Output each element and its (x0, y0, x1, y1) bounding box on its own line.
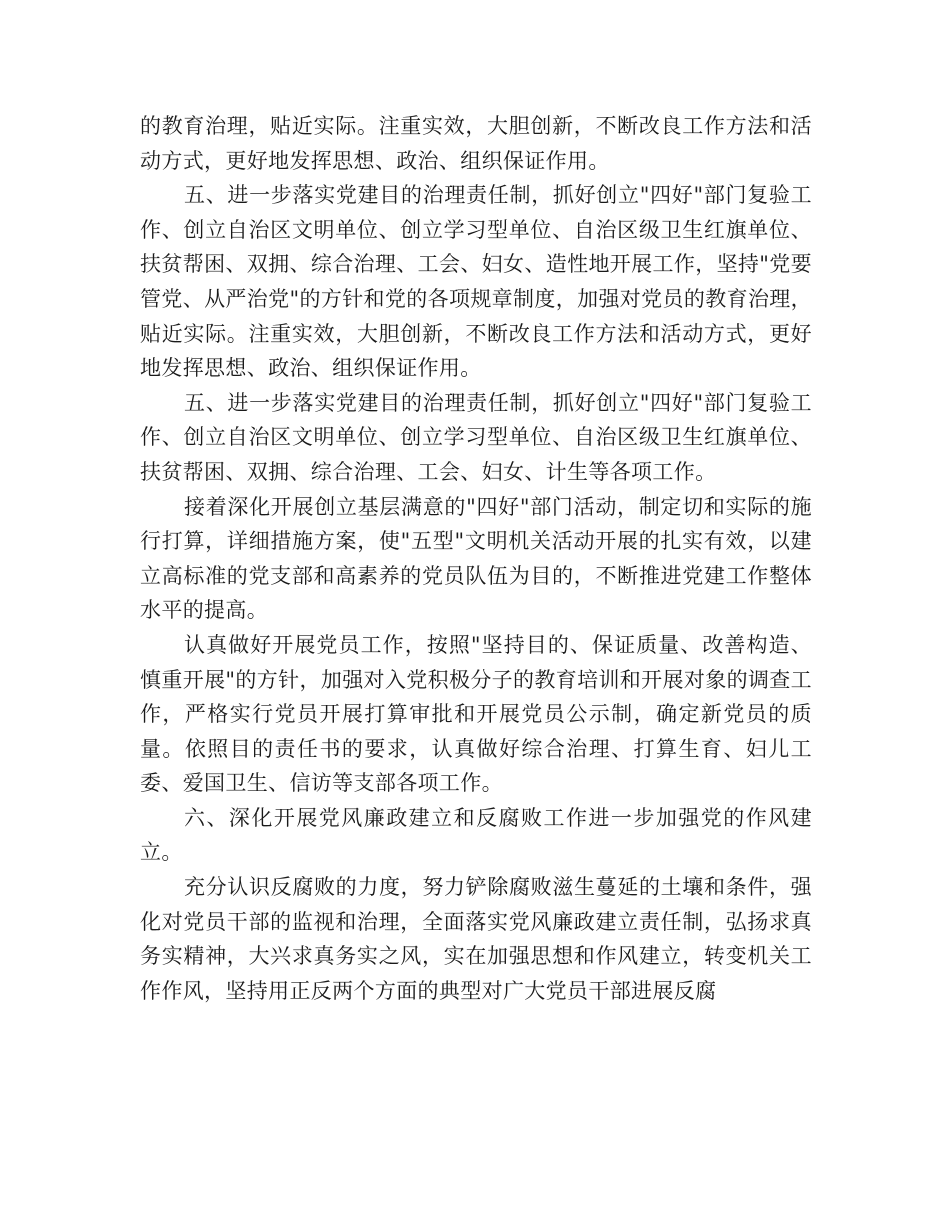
paragraph-7: 充分认识反腐败的力度，努力铲除腐败滋生蔓延的土壤和条件，强化对党员干部的监视和治理，全面落实党风廉政建立责任制，弘扬求真务实精神，大兴求真务实之风，实在加强思想和作风建立，转变机关工作作风，坚持用正反两个方面的典型对广大党员干部进展反腐 (140, 875, 812, 1003)
paragraph-2: 五、进一步落实党建目的治理责任制，抓好创立"四好"部门复验工作、创立自治区文明单位、创立学习型单位、自治区级卫生红旗单位、扶贫帮困、双拥、综合治理、工会、妇女、造性地开展工作，坚持"党要管党、从严治党"的方针和党的各项规章制度，加强对党员的教育治理，贴近实际。注重实效，大胆创新，不断改良工作方法和活动方式，更好地发挥思想、政治、组织保证作用。 (140, 183, 812, 381)
document-body (140, 109, 812, 1008)
paragraph-4: 接着深化开展创立基层满意的"四好"部门活动，制定切和实际的施行打算，详细措施方案，使"五型"文明机关活动开展的扎实有效，以建立高标准的党支部和高素养的党员队伍为目的，不断推进党建工作整体水平的提高。 (140, 494, 812, 623)
paragraph-1: 的教育治理，贴近实际。注重实效，大胆创新，不断改良工作方法和活动方式，更好地发挥思想、政治、组织保证作用。 (140, 114, 812, 173)
paragraph-5: 认真做好开展党员工作，按照"坚持目的、保证质量、改善构造、慎重开展"的方针，加强对入党积极分子的教育培训和开展对象的调查工作，严格实行党员开展打算审批和开展党员公示制，确定新党员的质量。依照目的责任书的要求，认真做好综合治理、打算生育、妇儿工委、爱国卫生、信访等支部各项工作。 (140, 632, 812, 796)
paragraph-6: 六、深化开展党风廉政建立和反腐败工作进一步加强党的作风建立。 (140, 805, 812, 865)
paragraph-3: 五、进一步落实党建目的治理责任制，抓好创立"四好"部门复验工作、创立自治区文明单位、创立学习型单位、自治区级卫生红旗单位、扶贫帮困、双拥、综合治理、工会、妇女、计生等各项工作。 (140, 390, 812, 484)
